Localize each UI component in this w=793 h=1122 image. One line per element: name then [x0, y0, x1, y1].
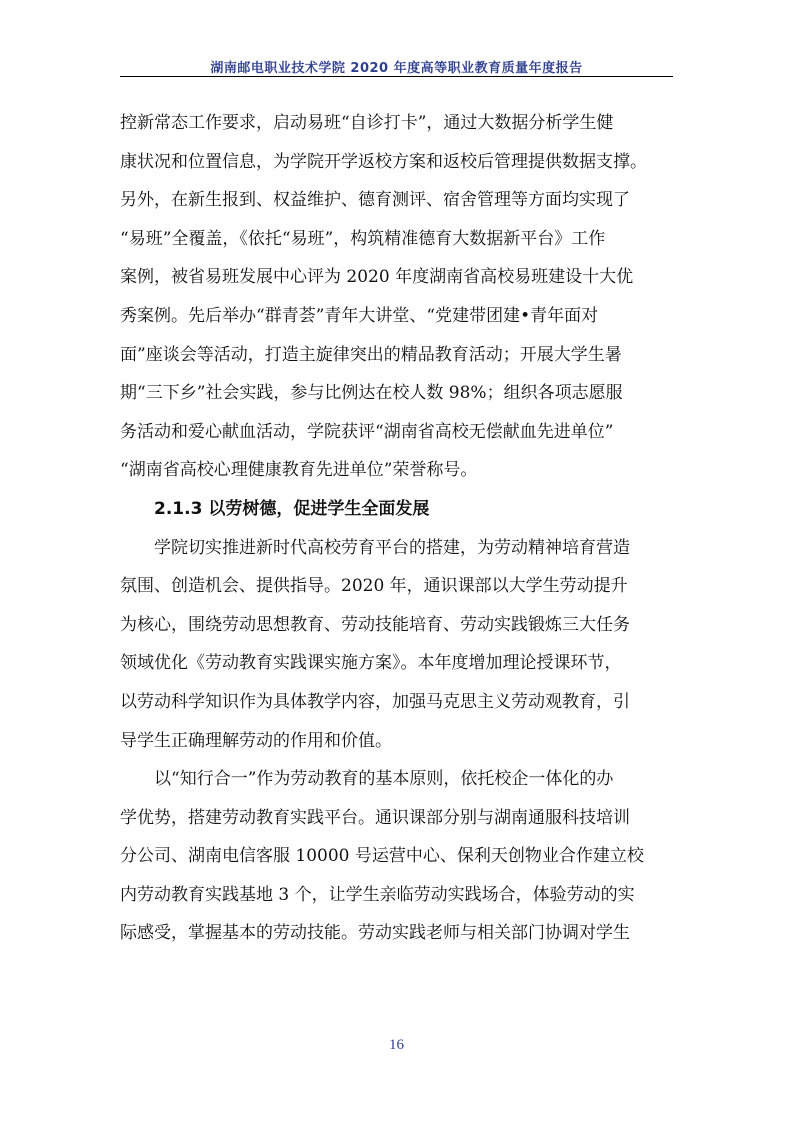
body-text [120, 104, 682, 953]
paragraph-line: 导学生正确理解劳动的作用和价值。 [120, 730, 392, 751]
paragraph-line: 以“知行合一”作为劳动教育的基本原则，依托校企一体化的办 [154, 769, 614, 790]
paragraph-line: 控新常态工作要求，启动易班“自诊打卡”，通过大数据分析学生健 [120, 113, 614, 133]
paragraph-line: 秀案例。先后举办“群青荟”青年大讲堂、“党建带团建•青年面对 [120, 305, 599, 326]
section-heading: 2.1.3 以劳树德，促进学生全面发展 [154, 498, 430, 519]
header-divider [120, 76, 673, 77]
paragraph-line: 案例，被省易班发展中心评为 2020 年度湖南省高校易班建设十大优 [120, 267, 634, 288]
paragraph-line: “易班”全覆盖，《依托“易班”，构筑精准德育大数据新平台》工作 [120, 228, 606, 249]
paragraph-line: 际感受，掌握基本的劳动技能。劳动实践老师与相关部门协调对学生 [120, 923, 630, 944]
paragraph-line: 面”座谈会等活动，打造主旋律突出的精品教育活动；开展大学生暑 [120, 344, 622, 365]
paragraph-line: “湖南省高校心理健康教育先进单位”荣誉称号。 [120, 460, 478, 481]
paragraph-line: 氛围、创造机会、提供指导。2020 年，通识课部以大学生劳动提升 [120, 576, 628, 597]
paragraph-line: 康状况和位置信息，为学院开学返校方案和返校后管理提供数据支撑。 [120, 151, 647, 172]
page-header-title: 湖南邮电职业技术学院 2020 年度高等职业教育质量年度报告 [210, 61, 583, 76]
paragraph-line: 期“三下乡”社会实践，参与比例达在校人数 98%；组织各项志愿服 [120, 383, 623, 404]
paragraph-line: 以劳动科学知识作为具体教学内容，加强马克思主义劳动观教育，引 [120, 691, 630, 712]
paragraph-line: 学院切实推进新时代高校劳育平台的搭建，为劳动精神培育营造 [154, 537, 630, 558]
paragraph-line: 分公司、湖南电信客服 10000 号运营中心、保利天创物业合作建立校 [120, 846, 644, 867]
paragraph-line: 内劳动教育实践基地 3 个，让学生亲临劳动实践场合，体验劳动的实 [120, 884, 635, 905]
page-number: 16 [389, 1037, 404, 1053]
paragraph-line: 为核心，围绕劳动思想教育、劳动技能培育、劳动实践锻炼三大任务 [120, 614, 630, 635]
paragraph-line: 另外，在新生报到、权益维护、德育测评、宿舍管理等方面均实现了 [120, 190, 630, 211]
paragraph-line: 领域优化《劳动教育实践课实施方案》。本年度增加理论授课环节， [120, 653, 622, 674]
paragraph-line: 务活动和爱心献血活动，学院获评“湖南省高校无偿献血先进单位” [120, 421, 614, 442]
paragraph-line: 学优势，搭建劳动教育实践平台。通识课部分别与湖南通服科技培训 [120, 807, 630, 828]
